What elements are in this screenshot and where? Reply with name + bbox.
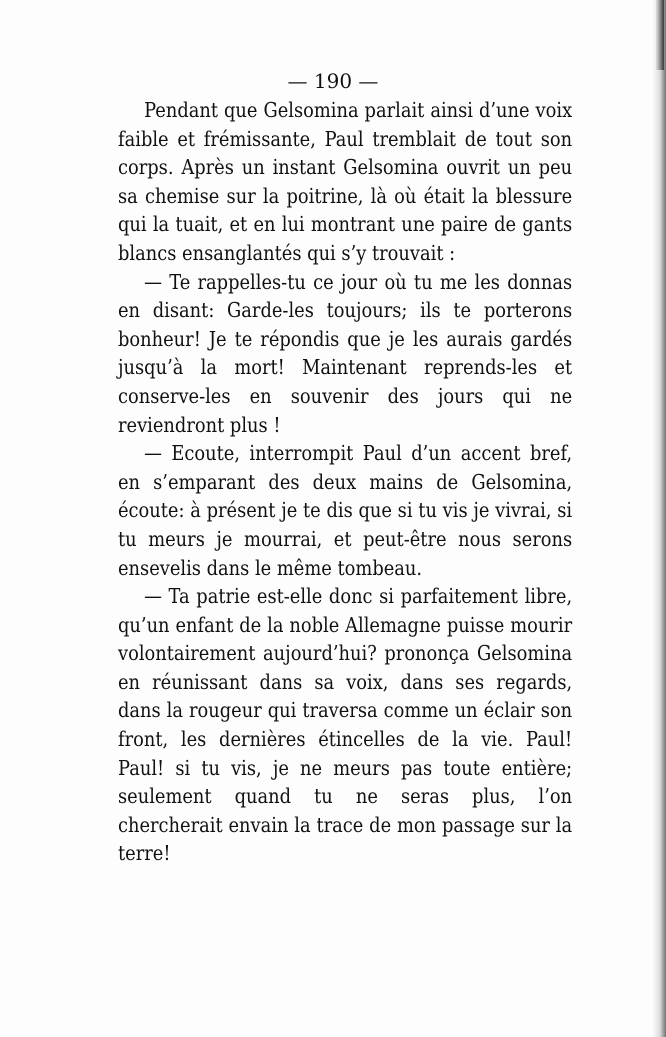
paragraph-4: — Ta patrie est-elle donc si parfaitement libre, qu’un enfant de la noble Allemagne puisse mourir volontairement aujourd’hui? prononça Gelsomina en réunissant dans sa voix, dans ses regards, dans la rougeur qui traversa comme un éclair son front, les dernières étincelles de la vie. Paul! Paul! si tu vis, je ne meurs pas toute entière; seulement quand tu ne seras plus, l’on chercherait envain la trace de mon passage sur la terre! xyxy=(118,584,573,866)
paragraph-3: — Ecoute, interrompit Paul d’un accent bref, en s’emparant des deux mains de Gelsomina, écoute: à présent je te dis que si tu vis je vivrai, si tu meurs je mourrai, et peut-être nous serons ensevelis dans le même tombeau. xyxy=(118,441,573,580)
page-edge-shadow xyxy=(652,0,666,1037)
paragraph-2: — Te rappelles-tu ce jour où tu me les donnas en disant: Garde-les toujours; ils te porterons bonheur! Je te répondis que je les aurais gardés jusqu’à la mort! Maintenant reprends-les et conserve-les en souvenir des jours qui ne reviendront plus ! xyxy=(118,269,573,437)
page-edge-mark xyxy=(656,0,664,70)
paragraph-1: Pendant que Gelsomina parlait ainsi d’une voix faible et frémissante, Paul tremblait de tout son corps. Après un instant Gelsomina ouvrit un peu sa chemise sur la poitrine, là où était la blessure qui la tuait, et en lui montrant une paire de gants blancs ensanglantés qui s’y trouvait : xyxy=(118,98,573,265)
page-number: — 190 — xyxy=(287,69,379,93)
body-text xyxy=(118,96,573,868)
